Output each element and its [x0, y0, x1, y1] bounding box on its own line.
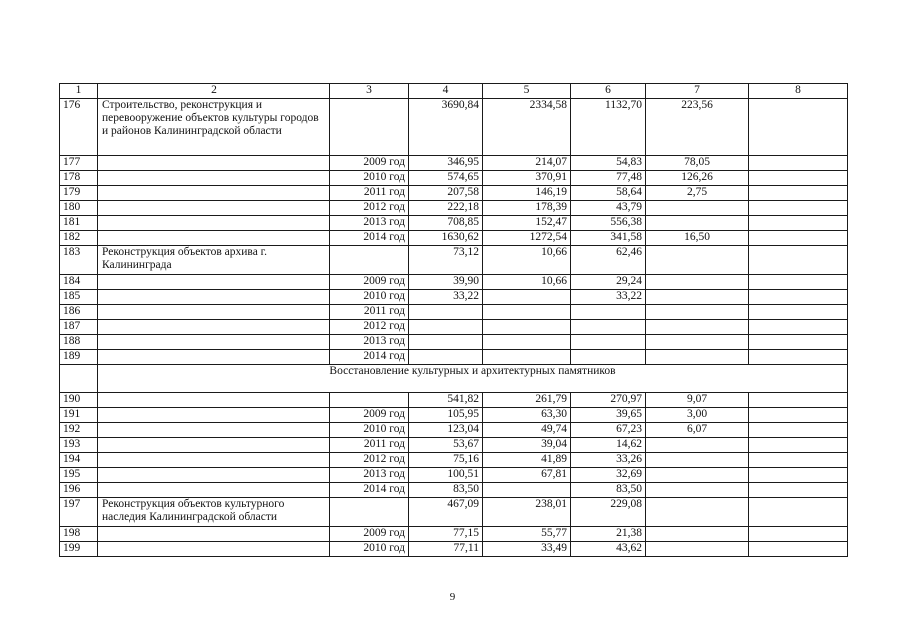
table-cell: 33,26	[571, 453, 646, 468]
table-cell: 77,15	[409, 527, 483, 542]
table-cell	[749, 216, 848, 231]
table-cell: 1630,62	[409, 231, 483, 246]
table-cell	[571, 305, 646, 320]
table-cell	[646, 246, 749, 275]
table-cell	[98, 423, 330, 438]
table-row	[60, 393, 848, 408]
table-cell: 186	[60, 305, 98, 320]
table-cell	[409, 320, 483, 335]
table-cell	[646, 335, 749, 350]
table-cell	[409, 350, 483, 365]
table-cell	[483, 350, 571, 365]
table-cell: 78,05	[646, 156, 749, 171]
table-cell: 63,30	[483, 408, 571, 423]
table-cell: 16,50	[646, 231, 749, 246]
table-cell: 1272,54	[483, 231, 571, 246]
table-cell: 152,47	[483, 216, 571, 231]
table-cell: 187	[60, 320, 98, 335]
table-cell: 2009 год	[330, 275, 409, 290]
table-row	[60, 246, 848, 275]
table-cell: 39,04	[483, 438, 571, 453]
table-row	[60, 320, 848, 335]
table-cell: 9,07	[646, 393, 749, 408]
table-row	[60, 423, 848, 438]
table-cell	[646, 350, 749, 365]
table-cell: 195	[60, 468, 98, 483]
table-cell	[98, 171, 330, 186]
table-cell: 2,75	[646, 186, 749, 201]
table-cell	[98, 275, 330, 290]
table-row	[60, 468, 848, 483]
table-cell	[749, 542, 848, 557]
table-cell	[749, 201, 848, 216]
table-cell	[749, 186, 848, 201]
table-cell: 49,74	[483, 423, 571, 438]
table-cell	[98, 393, 330, 408]
table-cell	[749, 290, 848, 305]
table-cell: 193	[60, 438, 98, 453]
table-cell: 100,51	[409, 468, 483, 483]
table-cell: 178,39	[483, 201, 571, 216]
table-cell: 370,91	[483, 171, 571, 186]
column-header-1: 1	[60, 84, 98, 99]
table-row	[60, 408, 848, 423]
table-cell: 2011 год	[330, 186, 409, 201]
table-cell: 2014 год	[330, 483, 409, 498]
table-cell: 2012 год	[330, 201, 409, 216]
table-cell: 185	[60, 290, 98, 305]
table-cell	[571, 320, 646, 335]
table-cell	[98, 320, 330, 335]
table-cell: 194	[60, 453, 98, 468]
table-cell: 2011 год	[330, 438, 409, 453]
table-row	[60, 438, 848, 453]
table-cell	[646, 438, 749, 453]
table-cell	[749, 231, 848, 246]
table-cell: 3,00	[646, 408, 749, 423]
table-cell	[483, 290, 571, 305]
table-cell	[646, 483, 749, 498]
table-cell: 2334,58	[483, 99, 571, 156]
table-cell	[98, 527, 330, 542]
table-cell	[749, 393, 848, 408]
table-cell: 189	[60, 350, 98, 365]
table-cell: 41,89	[483, 453, 571, 468]
table-row	[60, 542, 848, 557]
table-cell	[98, 438, 330, 453]
table-cell	[409, 335, 483, 350]
table-cell	[98, 335, 330, 350]
table-cell: 2013 год	[330, 468, 409, 483]
table-cell: 708,85	[409, 216, 483, 231]
table-cell	[98, 542, 330, 557]
table-cell: 181	[60, 216, 98, 231]
table-cell: 197	[60, 498, 98, 527]
table-cell	[483, 483, 571, 498]
table-cell	[646, 201, 749, 216]
table-cell	[749, 350, 848, 365]
table-cell	[749, 438, 848, 453]
table-cell: 574,65	[409, 171, 483, 186]
table-cell: 33,22	[409, 290, 483, 305]
table-cell: 67,81	[483, 468, 571, 483]
table-cell	[749, 483, 848, 498]
table-row	[60, 171, 848, 186]
table-cell: 77,48	[571, 171, 646, 186]
table-cell: 198	[60, 527, 98, 542]
table-cell: 180	[60, 201, 98, 216]
table-cell: 179	[60, 186, 98, 201]
table-cell: 2010 год	[330, 423, 409, 438]
table-cell: 346,95	[409, 156, 483, 171]
column-header-6: 6	[571, 84, 646, 99]
table-cell	[409, 305, 483, 320]
table-cell: 39,65	[571, 408, 646, 423]
table-cell: 10,66	[483, 275, 571, 290]
table-cell	[330, 498, 409, 527]
table-cell: Реконструкция объектов архива г. Калининграда	[98, 246, 330, 275]
table-cell: 1132,70	[571, 99, 646, 156]
table-cell: 229,08	[571, 498, 646, 527]
table-cell	[98, 290, 330, 305]
table-cell: 67,23	[571, 423, 646, 438]
table-cell	[98, 186, 330, 201]
table-row	[60, 527, 848, 542]
table-cell: 105,95	[409, 408, 483, 423]
table-cell: 2012 год	[330, 453, 409, 468]
table-cell: 43,79	[571, 201, 646, 216]
table-header-row	[60, 84, 848, 99]
table-cell: 556,38	[571, 216, 646, 231]
column-header-2: 2	[98, 84, 330, 99]
table-cell: 196	[60, 483, 98, 498]
table-cell	[749, 335, 848, 350]
table-cell	[571, 350, 646, 365]
table-cell: 75,16	[409, 453, 483, 468]
section-title: Восстановление культурных и архитектурных памятников	[98, 365, 848, 393]
table-cell: 2010 год	[330, 542, 409, 557]
budget-table	[59, 83, 848, 557]
table-cell	[749, 423, 848, 438]
table-cell: 55,77	[483, 527, 571, 542]
table-row	[60, 231, 848, 246]
table-cell	[749, 99, 848, 156]
table-cell: 270,97	[571, 393, 646, 408]
table-cell	[98, 483, 330, 498]
table-cell	[749, 468, 848, 483]
table-cell	[483, 305, 571, 320]
column-header-7: 7	[646, 84, 749, 99]
table-cell	[646, 320, 749, 335]
table-cell: 2014 год	[330, 231, 409, 246]
table-row	[60, 186, 848, 201]
table-cell: 43,62	[571, 542, 646, 557]
table-cell: 53,67	[409, 438, 483, 453]
table-cell	[98, 453, 330, 468]
table-cell: 222,18	[409, 201, 483, 216]
table-cell	[646, 468, 749, 483]
table-cell	[98, 231, 330, 246]
table-cell: 190	[60, 393, 98, 408]
table-cell	[330, 393, 409, 408]
table-row	[60, 156, 848, 171]
page-number: 9	[449, 591, 456, 603]
table-cell: 2014 год	[330, 350, 409, 365]
table-cell: 207,58	[409, 186, 483, 201]
table-cell	[749, 305, 848, 320]
table-cell: 3690,84	[409, 99, 483, 156]
table-row	[60, 350, 848, 365]
table-row	[60, 335, 848, 350]
table-cell: 2013 год	[330, 216, 409, 231]
table-cell	[646, 453, 749, 468]
table-cell: Реконструкция объектов культурного наследия Калининградской области	[98, 498, 330, 527]
table-cell	[749, 320, 848, 335]
table-cell	[749, 275, 848, 290]
table-row	[60, 216, 848, 231]
table-cell	[646, 542, 749, 557]
table-cell	[330, 246, 409, 275]
table-cell: 184	[60, 275, 98, 290]
table-cell: 2010 год	[330, 171, 409, 186]
section-header-row	[60, 365, 848, 393]
table-cell: 177	[60, 156, 98, 171]
table-cell	[646, 290, 749, 305]
table-cell: 62,46	[571, 246, 646, 275]
table-cell	[98, 201, 330, 216]
table-cell: 58,64	[571, 186, 646, 201]
table-cell	[98, 305, 330, 320]
table-cell: 223,56	[646, 99, 749, 156]
table-cell: 2013 год	[330, 335, 409, 350]
table-cell: 183	[60, 246, 98, 275]
table-cell: 32,69	[571, 468, 646, 483]
table-cell: 182	[60, 231, 98, 246]
table-row	[60, 305, 848, 320]
table-cell	[98, 156, 330, 171]
table-cell: 33,49	[483, 542, 571, 557]
table-cell: 83,50	[571, 483, 646, 498]
table-cell: 541,82	[409, 393, 483, 408]
table-cell	[98, 408, 330, 423]
table-cell: 191	[60, 408, 98, 423]
table-cell	[483, 320, 571, 335]
table-cell	[749, 246, 848, 275]
table-cell: 29,24	[571, 275, 646, 290]
table-cell: 21,38	[571, 527, 646, 542]
table-cell	[98, 468, 330, 483]
table-cell	[646, 527, 749, 542]
column-header-8: 8	[749, 84, 848, 99]
table-cell: 39,90	[409, 275, 483, 290]
table-cell	[646, 498, 749, 527]
table-cell	[483, 335, 571, 350]
table-cell	[646, 275, 749, 290]
table-cell: Строительство, реконструкция и перевооружение объектов культуры городов и районов Калининградской области	[98, 99, 330, 156]
table-cell: 146,19	[483, 186, 571, 201]
table-cell: 123,04	[409, 423, 483, 438]
table-cell: 178	[60, 171, 98, 186]
table-cell: 126,26	[646, 171, 749, 186]
table-cell: 2009 год	[330, 408, 409, 423]
column-header-4: 4	[409, 84, 483, 99]
table-cell	[646, 305, 749, 320]
table-cell: 188	[60, 335, 98, 350]
table-cell: 2012 год	[330, 320, 409, 335]
table-cell	[749, 527, 848, 542]
table-cell: 6,07	[646, 423, 749, 438]
table-cell: 214,07	[483, 156, 571, 171]
table-cell: 261,79	[483, 393, 571, 408]
table-row	[60, 483, 848, 498]
table-cell	[330, 99, 409, 156]
table-cell: 199	[60, 542, 98, 557]
table-cell: 10,66	[483, 246, 571, 275]
table-cell	[749, 453, 848, 468]
table-row	[60, 453, 848, 468]
table-row	[60, 498, 848, 527]
table-cell: 33,22	[571, 290, 646, 305]
table-cell	[98, 216, 330, 231]
column-header-5: 5	[483, 84, 571, 99]
table-cell: 14,62	[571, 438, 646, 453]
table-row	[60, 275, 848, 290]
table-cell: 2009 год	[330, 156, 409, 171]
table-row	[60, 201, 848, 216]
table-cell: 2010 год	[330, 290, 409, 305]
table-cell	[749, 156, 848, 171]
table-cell: 238,01	[483, 498, 571, 527]
table-cell	[749, 498, 848, 527]
table-cell	[749, 171, 848, 186]
table-cell	[646, 216, 749, 231]
table-cell: 73,12	[409, 246, 483, 275]
table-row	[60, 290, 848, 305]
table-cell: 83,50	[409, 483, 483, 498]
table-cell	[571, 335, 646, 350]
table-cell: 341,58	[571, 231, 646, 246]
table-cell: 192	[60, 423, 98, 438]
table-cell: 77,11	[409, 542, 483, 557]
table-cell	[98, 350, 330, 365]
table-cell	[60, 365, 98, 393]
table-row	[60, 99, 848, 156]
table-cell: 467,09	[409, 498, 483, 527]
table-cell: 176	[60, 99, 98, 156]
column-header-3: 3	[330, 84, 409, 99]
table-cell: 2011 год	[330, 305, 409, 320]
table-cell: 2009 год	[330, 527, 409, 542]
table-cell: 54,83	[571, 156, 646, 171]
table-cell	[749, 408, 848, 423]
